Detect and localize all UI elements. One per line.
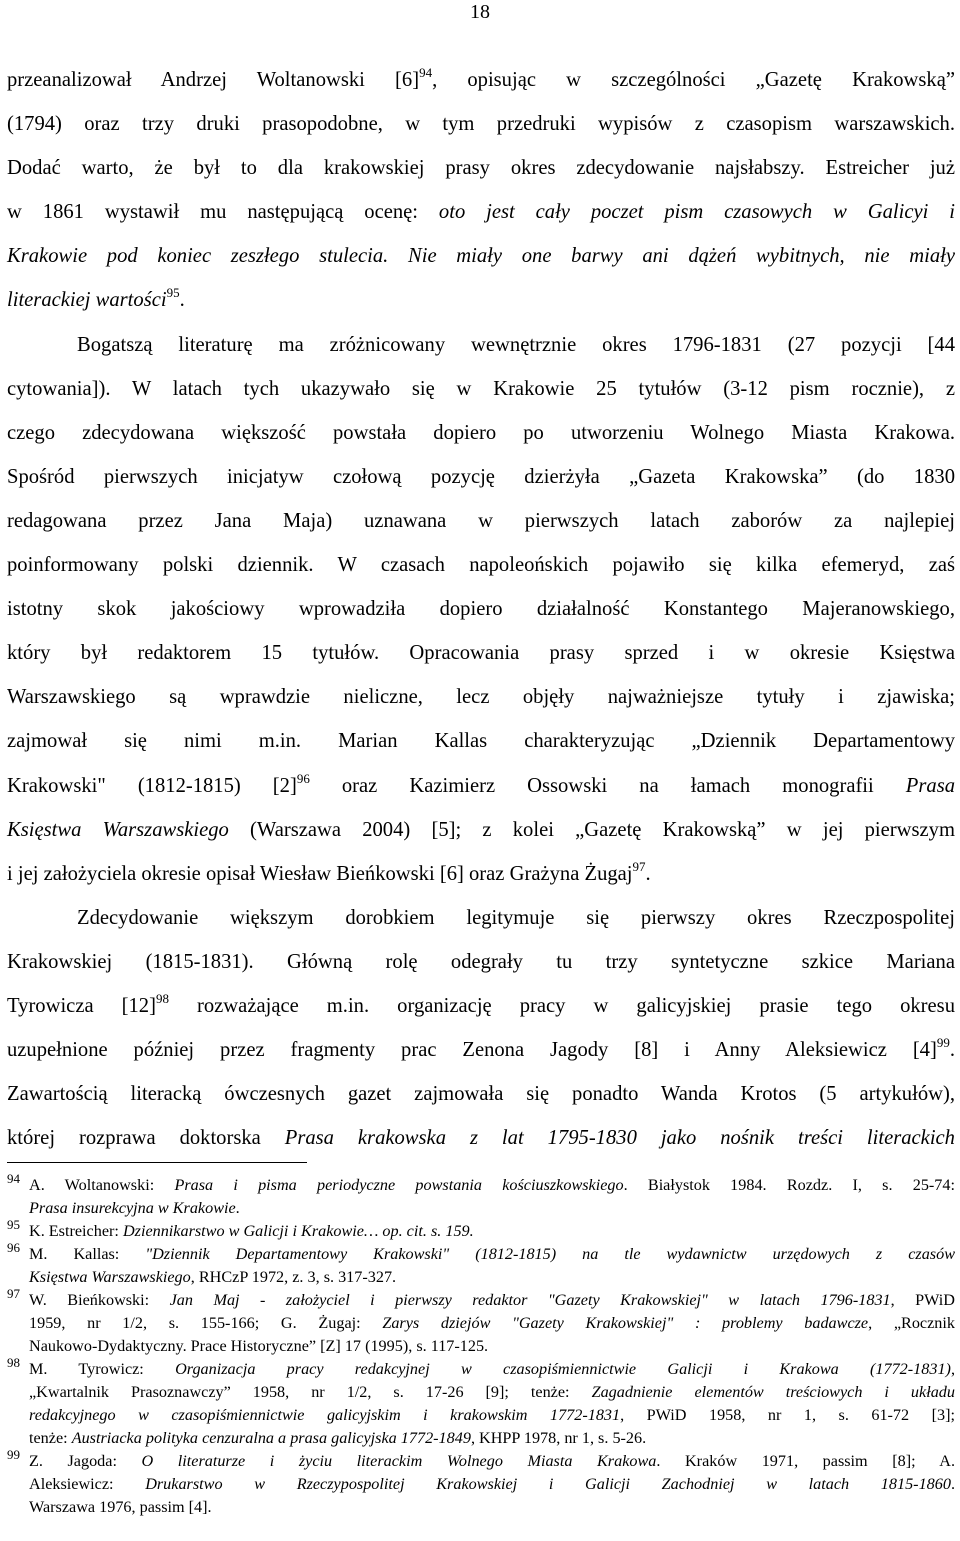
text-span: przeanalizował Andrzej Woltanowski [6] bbox=[7, 69, 420, 91]
text-line: redagowana przez Jana Maja) uznawana w pierwszych latach zaborów za najlepiej bbox=[7, 509, 955, 532]
footnote bbox=[7, 1355, 955, 1450]
text-span: W. Bieńkowski: bbox=[29, 1291, 170, 1309]
text-span: , KHPP 1978, nr 1, s. 5-26. bbox=[470, 1429, 647, 1447]
footnote-ref: 95 bbox=[166, 285, 180, 301]
footnote-line bbox=[29, 1197, 955, 1220]
text-line bbox=[7, 234, 955, 278]
text-span: , bbox=[950, 1360, 955, 1378]
footnote bbox=[7, 1447, 955, 1519]
text-span: i jej założyciela okresie opisał Wiesław Bieńkowski [6] oraz Grażyna Żugaj bbox=[7, 862, 633, 885]
text-line: Zdecydowanie większym dorobkiem legitymuje się pierwszy okres Rzeczpospolitej bbox=[77, 906, 955, 929]
text-span: rozważające m.in. organizację pracy w galicyjskiej prasie tego okresu bbox=[168, 994, 955, 1017]
footnote-ref: 96 bbox=[296, 770, 310, 786]
page-number: 18 bbox=[470, 1, 490, 23]
text-span: w 1861 wystawił mu następującą ocenę: bbox=[7, 201, 439, 224]
footnote-ref: 94 bbox=[419, 65, 433, 80]
text-line: cytowania]). W latach tych ukazywało się w Krakowie 25 tytułów (3-12 pism rocznie), z bbox=[7, 377, 955, 400]
footnote-line bbox=[29, 1289, 955, 1312]
text-line: czego zdecydowana większość powstała dopiero po utworzeniu Wolnego Miasta Krakowa. bbox=[7, 421, 955, 444]
footnote-line bbox=[29, 1220, 955, 1243]
text-span: oraz Kazimierz Ossowski na łamach monografii bbox=[309, 774, 906, 797]
italic-span: Organizacja pracy redakcyjnej w czasopiśmiennictwie Galicji i Krakowa (1772-1831) bbox=[175, 1360, 951, 1378]
italic-span: Prasa bbox=[905, 774, 955, 797]
footnote-line bbox=[29, 1266, 955, 1289]
text-span: Naukowo-Dydaktyczny. Prace Historyczne” [Z] 17 (1995), s. 117-125. bbox=[29, 1337, 489, 1355]
text-span: Tyrowicza [12] bbox=[7, 994, 156, 1017]
footnote-line bbox=[29, 1427, 955, 1450]
footnote bbox=[7, 1240, 955, 1289]
footnote bbox=[7, 1217, 955, 1243]
text-span: K. Estreicher: bbox=[29, 1222, 123, 1240]
text-span: , opisując w szczególności „Gazetę Krakowską” bbox=[432, 69, 956, 91]
text-span: . Białystok 1984. Rozdz. I, s. 25-74: bbox=[623, 1176, 955, 1194]
footnote-line bbox=[29, 1404, 955, 1427]
text-span: . bbox=[235, 1199, 240, 1217]
text-span: Z. Jagoda: bbox=[29, 1452, 142, 1470]
text-line: zajmował się nimi m.in. Marian Kallas charakteryzując „Dziennik Departamentowy bbox=[7, 730, 955, 753]
italic-span: O literaturze i życiu literackim Wolnego Miasta Krakowa bbox=[141, 1452, 657, 1470]
footnote bbox=[7, 1171, 955, 1220]
footnote-ref: 97 bbox=[632, 858, 646, 874]
italic-span: Księstwa Warszawskiego bbox=[7, 818, 229, 841]
text-span: M. Kallas: bbox=[29, 1245, 146, 1263]
paragraph-2 bbox=[7, 323, 955, 896]
text-line bbox=[7, 1028, 955, 1072]
italic-span: Prasa krakowska z lat 1795-1830 jako nośnik treści literackich bbox=[284, 1127, 955, 1150]
text-line: poinformowany polski dziennik. W czasach napoleońskich pojawiło się kilka efemeryd, zaś bbox=[7, 554, 955, 577]
text-span: , RHCzP 1972, z. 3, s. 317-327. bbox=[190, 1268, 397, 1286]
italic-span: Zarys dziejów "Gazety Krakowskiej" : problemy badawcze bbox=[382, 1314, 869, 1332]
text-line: Dodać warto, że był to dla krakowskiej prasy okres zdecydowanie najsłabszy. Estreicher już bbox=[7, 157, 955, 180]
italic-span: Dziennikarstwo w Galicji i Krakowie… op. cit. s. 159. bbox=[122, 1222, 474, 1240]
italic-span: Drukarstwo w Rzeczypospolitej Krakowskiej i Galicji Zachodniej w latach 1815-1860 bbox=[145, 1475, 951, 1493]
text-span: M. Tyrowicz: bbox=[29, 1360, 176, 1378]
italic-span: Krakowie pod koniec zeszłego stulecia. bbox=[7, 245, 389, 268]
text-span: . bbox=[949, 1039, 955, 1062]
text-line bbox=[7, 808, 955, 852]
italic-span: Prasa i pisma periodyczne powstania kościuszkowskiego bbox=[174, 1176, 624, 1194]
text-span: Krakowski" (1812-1815) [2] bbox=[7, 774, 297, 797]
footnote-line bbox=[29, 1335, 955, 1358]
footnotes bbox=[7, 1171, 955, 1519]
footnote-number: 95 bbox=[7, 1217, 20, 1232]
italic-span: Zagadnienie elementów treściowych i układu bbox=[591, 1383, 955, 1401]
text-line: Krakowskiej (1815-1831). Główną rolę odegrały tu trzy syntetyczne szkice Mariana bbox=[7, 950, 955, 973]
text-span: . bbox=[179, 289, 185, 312]
text-span: . bbox=[645, 862, 651, 885]
text-line: Bogatszą literaturę ma zróżnicowany wewnętrznie okres 1796-1831 (27 pozycji [44 bbox=[77, 333, 955, 356]
footnote-number: 94 bbox=[7, 1171, 20, 1186]
text-line: Spośród pierwszych inicjatyw czołową pozycję dzierżyła „Gazeta Krakowska” (do 1830 bbox=[7, 465, 955, 488]
italic-span: "Dziennik Departamentowy Krakowski" (1812-1815) na tle wydawnictw urzędowych z czasów bbox=[145, 1245, 955, 1263]
footnote-number: 96 bbox=[7, 1240, 20, 1255]
text-span: Aleksiewicz: bbox=[29, 1475, 146, 1493]
footnote-line bbox=[29, 1450, 955, 1473]
italic-span: redakcyjnego w czasopiśmiennictwie galicyjskim i krakowskim 1772-1831 bbox=[29, 1406, 621, 1424]
text-span: . Kraków 1971, passim [8]; A. bbox=[656, 1452, 955, 1470]
italic-span: Prasa insurekcyjna w Krakowie bbox=[29, 1199, 236, 1217]
text-span: której rozprawa doktorska bbox=[7, 1127, 285, 1150]
text-span: , PWiD bbox=[890, 1291, 955, 1309]
footnote-line bbox=[29, 1358, 955, 1381]
text-span: , PWiD 1958, nr 1, s. 61-72 [3]; bbox=[620, 1406, 955, 1424]
footnote-line bbox=[29, 1381, 955, 1404]
paragraph-3 bbox=[7, 896, 955, 1161]
text-line: Zawartością literacką ówczesnych gazet zajmowała się ponadto Wanda Krotos (5 artykułów), bbox=[7, 1083, 955, 1106]
text-span: , „Rocznik bbox=[868, 1314, 955, 1332]
paragraph-1 bbox=[7, 58, 955, 323]
italic-span: oto jest cały poczet pism czasowych w Galicyi i bbox=[438, 201, 955, 224]
text-span: 1959, nr 1/2, s. 155-166; G. Żugaj: bbox=[29, 1314, 383, 1332]
footnote-separator bbox=[7, 1162, 307, 1163]
footnote-line bbox=[29, 1243, 955, 1266]
italic-span: Księstwa Warszawskiego bbox=[29, 1268, 191, 1286]
text-line bbox=[7, 278, 955, 322]
footnote-line bbox=[29, 1174, 955, 1197]
text-span: . bbox=[950, 1475, 955, 1493]
footnote-ref: 98 bbox=[155, 990, 169, 1006]
text-line bbox=[7, 190, 955, 234]
text-line bbox=[7, 984, 955, 1028]
footnote-line bbox=[29, 1496, 955, 1519]
text-span: (Warszawa 2004) [5]; z kolei „Gazetę Krakowską” w jej pierwszym bbox=[228, 818, 955, 841]
footnote-ref: 99 bbox=[936, 1035, 950, 1051]
footnote bbox=[7, 1286, 955, 1358]
italic-span: Jan Maj - założyciel i pierwszy redaktor "Gazety Krakowskiej" w latach 1796-1831 bbox=[169, 1291, 891, 1309]
italic-span: literackiej wartości bbox=[7, 289, 167, 312]
italic-span: Nie miały one barwy ani dążeń wybitnych, nie miały bbox=[388, 245, 955, 268]
body-text bbox=[7, 58, 955, 1160]
text-span: Warszawa 1976, passim [4]. bbox=[29, 1498, 212, 1516]
text-span: uzupełnione później przez fragmenty prac Zenona Jagody [8] i Anny Aleksiewicz [4] bbox=[7, 1039, 937, 1062]
footnote-line bbox=[29, 1473, 955, 1496]
footnote-number: 99 bbox=[7, 1447, 20, 1462]
text-line bbox=[7, 1116, 955, 1160]
text-line: istotny skok jakościowy wprowadziła dopiero działalność Konstantego Majeranowskiego, bbox=[7, 598, 955, 621]
footnote-line bbox=[29, 1312, 955, 1335]
footnote-number: 98 bbox=[7, 1355, 20, 1370]
text-span: A. Woltanowski: bbox=[29, 1176, 175, 1194]
text-span: „Kwartalnik Prasoznawczy” 1958, nr 1/2, s. 17-26 [9]; tenże: bbox=[29, 1383, 592, 1401]
text-line: Warszawskiego są wprawdzie nieliczne, lecz objęły najważniejsze tytuły i zjawiska; bbox=[7, 686, 955, 709]
text-line bbox=[7, 764, 955, 808]
text-line bbox=[7, 852, 955, 896]
text-line: który był redaktorem 15 tytułów. Opracowania prasy sprzed i w okresie Księstwa bbox=[7, 642, 955, 665]
text-line: (1794) oraz trzy druki prasopodobne, w tym przedruki wypisów z czasopism warszawskich. bbox=[7, 113, 955, 136]
italic-span: Austriacka polityka cenzuralna a prasa galicyjska 1772-1849 bbox=[71, 1429, 471, 1447]
footnote-number: 97 bbox=[7, 1286, 20, 1301]
text-line bbox=[7, 58, 955, 102]
text-span: tenże: bbox=[29, 1429, 72, 1447]
